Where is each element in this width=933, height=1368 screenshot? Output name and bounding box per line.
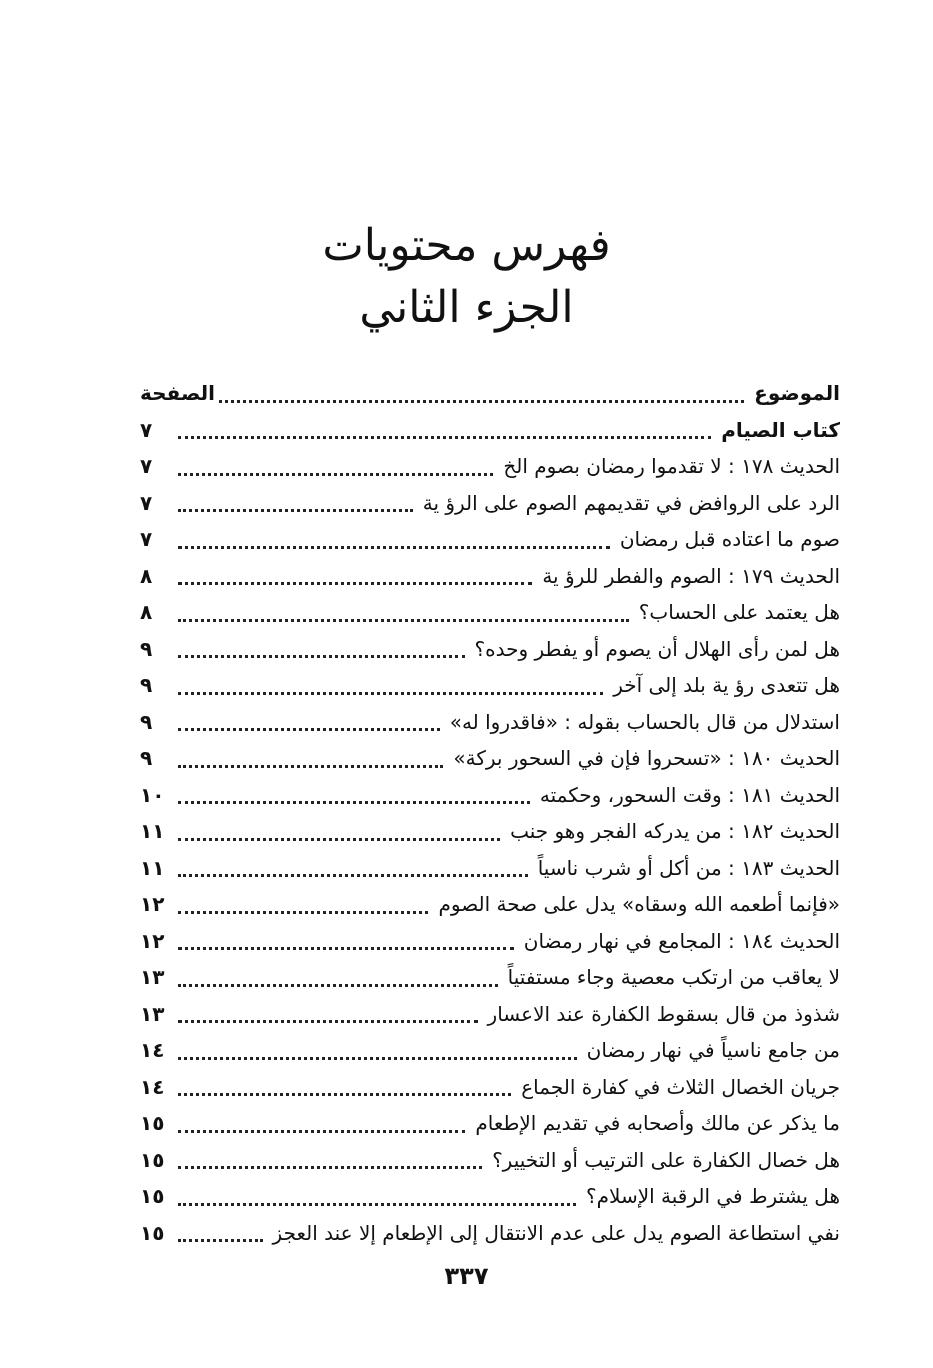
dot-leader <box>178 838 500 841</box>
toc-entry-page: ١٥ <box>140 1147 165 1172</box>
toc-entry <box>140 412 840 449</box>
toc-entry <box>140 1178 840 1215</box>
dot-leader <box>178 436 711 439</box>
dot-leader <box>178 692 603 695</box>
toc-entry <box>140 667 840 704</box>
dot-leader <box>178 1093 511 1096</box>
dot-leader <box>178 1130 465 1133</box>
toc-entry-topic: هل يعتمد على الحساب؟ <box>638 600 840 624</box>
toc-entry-page: ٧ <box>140 454 153 478</box>
toc-header-page: الصفحة <box>140 381 216 405</box>
toc-entry-page: ١١ <box>140 819 165 843</box>
toc-entry-page: ٩ <box>140 709 153 734</box>
dot-leader <box>178 801 530 804</box>
dot-leader <box>178 1239 263 1242</box>
toc-entry-topic: من جامع ناسياً في نهار رمضان <box>586 1038 840 1062</box>
toc-entry-page: ١٢ <box>140 892 165 916</box>
toc-entry-topic: هل لمن رأى الهلال أن يصوم أو يفطر وحده؟ <box>474 636 840 661</box>
dot-leader <box>178 947 514 950</box>
toc-entry-page: ٨ <box>140 563 153 588</box>
dot-leader <box>219 400 744 403</box>
toc-entry <box>140 485 840 522</box>
toc-entry <box>140 777 840 814</box>
toc-entry <box>140 959 840 996</box>
toc-entry <box>140 1032 840 1069</box>
toc-entry-page: ٨ <box>140 600 153 624</box>
toc-entry <box>140 1069 840 1106</box>
title-block <box>0 215 933 339</box>
dot-leader <box>178 874 528 877</box>
toc-entry-topic: الرد على الروافض في تقديمهم الصوم على الرؤ ية <box>422 490 840 515</box>
dot-leader <box>178 1203 576 1206</box>
toc-entry-topic: الحديث ١٨٤ : المجامع في نهار رمضان <box>523 928 840 953</box>
toc-header-topic: الموضوع <box>754 381 840 405</box>
toc-entry <box>140 740 840 777</box>
toc-entry-page: ١٠ <box>140 782 165 807</box>
toc-entry-topic: جريان الخصال الثلاث في كفارة الجماع <box>521 1074 840 1099</box>
toc-entry-page: ١٤ <box>140 1038 165 1062</box>
toc-entry <box>140 594 840 631</box>
dot-leader <box>178 473 493 476</box>
toc-entry <box>140 813 840 850</box>
toc-entry <box>140 631 840 668</box>
page-title: فهرس محتويات <box>322 220 611 271</box>
dot-leader <box>178 911 428 914</box>
toc-entry <box>140 996 840 1033</box>
toc-entry-topic: هل تتعدى رؤ ية بلد إلى آخر <box>613 673 840 697</box>
toc-entry-page: ٩ <box>140 636 153 661</box>
toc-entry-page: ١٢ <box>140 928 165 953</box>
toc-entry-page: ٧ <box>140 527 153 551</box>
toc-entry-page: ١٥ <box>140 1220 165 1245</box>
dot-leader <box>178 1166 482 1169</box>
toc-entry <box>140 704 840 741</box>
toc-entry <box>140 923 840 960</box>
toc-entry-topic: ما يذكر عن مالك وأصحابه في تقديم الإطعام <box>475 1111 840 1135</box>
toc-entry-topic: كتاب الصيام <box>721 417 840 442</box>
toc-entry-topic: هل يشترط في الرقبة الإسلام؟ <box>586 1184 840 1208</box>
toc-entry-page: ١٣ <box>140 1001 165 1026</box>
toc-entry-page: ١٣ <box>140 965 165 989</box>
toc-entry-page: ١٥ <box>140 1111 165 1135</box>
table-of-contents <box>140 375 840 1251</box>
dot-leader <box>178 765 443 768</box>
page-subtitle: الجزء الثاني <box>359 282 574 333</box>
toc-entry-topic: الحديث ١٨١ : وقت السحور، وحكمته <box>539 782 840 807</box>
toc-entry <box>140 886 840 923</box>
dot-leader <box>178 1057 577 1060</box>
toc-entry <box>140 1142 840 1179</box>
toc-entry-topic: «فإنما أطعمه الله وسقاه» يدل على صحة الصوم <box>438 892 840 916</box>
toc-entry-topic: الحديث ١٧٨ : لا تقدموا رمضان بصوم الخ <box>503 454 840 478</box>
toc-entry-topic: استدلال من قال بالحساب بقوله : «فاقدروا له» <box>449 709 840 734</box>
toc-header-row <box>140 375 840 412</box>
dot-leader <box>178 984 498 987</box>
toc-entry-topic: هل خصال الكفارة على الترتيب أو التخيير؟ <box>492 1147 840 1172</box>
toc-entry-page: ١١ <box>140 855 165 880</box>
toc-entry <box>140 521 840 558</box>
dot-leader <box>178 655 465 658</box>
toc-entry-topic: الحديث ١٨٠ : «تسحروا فإن في السحور بركة» <box>453 746 840 770</box>
dot-leader <box>178 509 413 512</box>
toc-entry-page: ٩ <box>140 746 153 770</box>
toc-entry <box>140 558 840 595</box>
dot-leader <box>178 728 440 731</box>
dot-leader <box>178 546 610 549</box>
toc-entry <box>140 850 840 887</box>
toc-entries <box>140 412 840 1252</box>
toc-entry-page: ١٤ <box>140 1074 165 1099</box>
toc-entry <box>140 448 840 485</box>
toc-entry-topic: الحديث ١٨٣ : من أكل أو شرب ناسياً <box>537 855 840 880</box>
toc-entry-page: ٧ <box>140 417 153 442</box>
dot-leader <box>178 1020 478 1023</box>
toc-entry <box>140 1215 840 1252</box>
toc-entry-topic: الحديث ١٨٢ : من يدركه الفجر وهو جنب <box>510 819 840 843</box>
toc-entry-page: ١٥ <box>140 1184 165 1208</box>
toc-entry-topic: الحديث ١٧٩ : الصوم والفطر للرؤ ية <box>542 563 840 588</box>
dot-leader <box>178 619 629 622</box>
toc-entry-page: ٧ <box>140 490 153 515</box>
toc-entry-topic: صوم ما اعتاده قبل رمضان <box>619 527 840 551</box>
toc-entry <box>140 1105 840 1142</box>
toc-entry-topic: نفي استطاعة الصوم يدل على عدم الانتقال إلى الإطعام إلا عند العجز <box>272 1220 840 1245</box>
toc-entry-topic: شذوذ من قال بسقوط الكفارة عند الاعسار <box>487 1001 840 1026</box>
toc-entry-page: ٩ <box>140 673 153 697</box>
page-number: ٣٣٧ <box>444 1262 489 1290</box>
dot-leader <box>178 582 532 585</box>
toc-entry-topic: لا يعاقب من ارتكب معصية وجاء مستفتياً <box>507 965 840 989</box>
